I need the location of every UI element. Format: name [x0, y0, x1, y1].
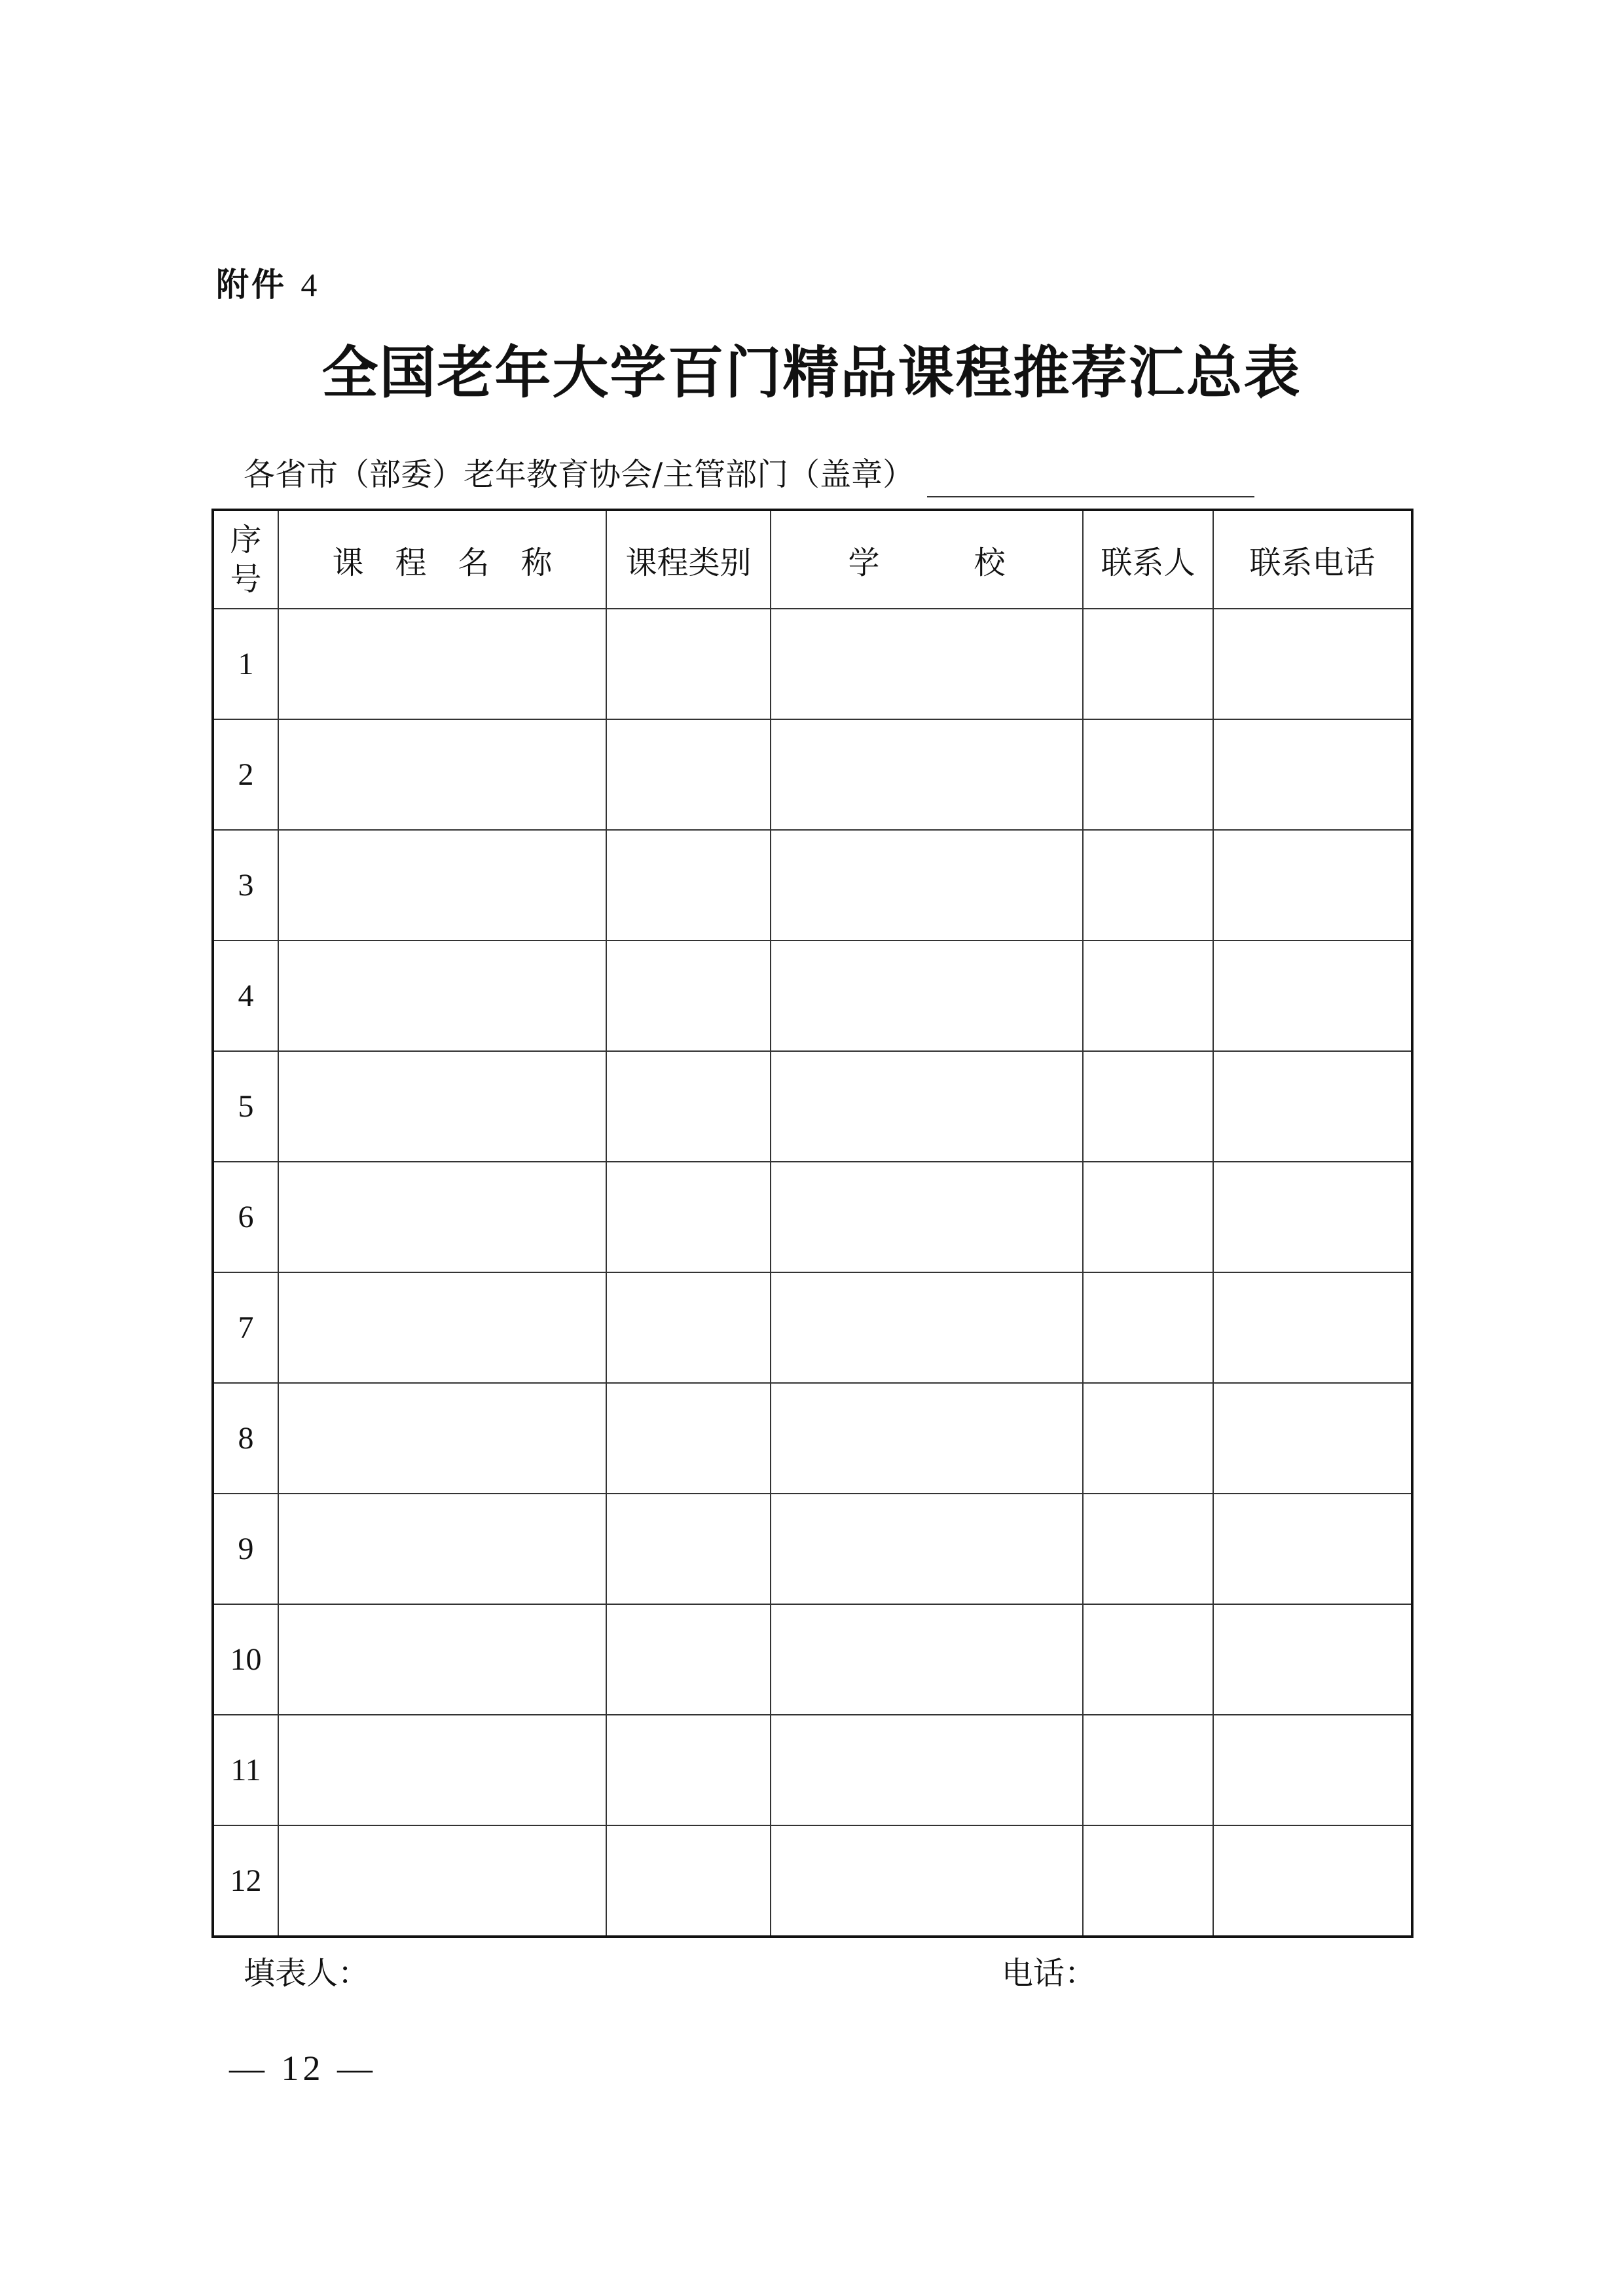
course-category-cell[interactable]: [606, 1272, 771, 1383]
course-category-cell[interactable]: [606, 1494, 771, 1604]
school-cell[interactable]: [771, 1604, 1083, 1715]
table-header-row: [213, 510, 1412, 609]
contact-person-cell[interactable]: [1083, 1383, 1213, 1494]
course-name-cell[interactable]: [278, 1494, 606, 1604]
course-name-cell[interactable]: [278, 1383, 606, 1494]
course-category-cell[interactable]: [606, 1715, 771, 1825]
row-number: 7: [213, 1272, 278, 1383]
contact-phone-cell[interactable]: [1213, 1825, 1412, 1937]
contact-phone-cell[interactable]: [1213, 1604, 1412, 1715]
school-cell[interactable]: [771, 1272, 1083, 1383]
attachment-number: 4: [301, 266, 320, 303]
seal-blank-line[interactable]: [927, 463, 1254, 497]
contact-phone-cell[interactable]: [1213, 609, 1412, 719]
table-row: [213, 1604, 1412, 1715]
course-category-cell[interactable]: [606, 1825, 771, 1937]
contact-phone-cell[interactable]: [1213, 1715, 1412, 1825]
header-seq: [213, 510, 278, 609]
course-category-cell[interactable]: [606, 1051, 771, 1162]
table-row: [213, 609, 1412, 719]
course-category-cell[interactable]: [606, 609, 771, 719]
attachment-word: 附件: [216, 266, 287, 304]
submitter-line: [244, 452, 1254, 497]
course-name-cell[interactable]: [278, 830, 606, 941]
phone-label: 电话：: [1002, 1955, 1097, 1992]
contact-phone-cell[interactable]: [1213, 1162, 1412, 1272]
table-body: [213, 609, 1412, 1937]
table-row: [213, 830, 1412, 941]
header-course-category: 课程类别: [606, 510, 771, 609]
header-seq-line1: 序: [230, 522, 262, 558]
filler-label: 填表人：: [244, 1955, 370, 1992]
course-name-cell[interactable]: [278, 1604, 606, 1715]
school-cell[interactable]: [771, 719, 1083, 830]
recommendation-table: [211, 509, 1413, 1938]
course-category-cell[interactable]: [606, 1383, 771, 1494]
row-number: 12: [213, 1825, 278, 1937]
contact-phone-cell[interactable]: [1213, 1051, 1412, 1162]
school-cell[interactable]: [771, 1051, 1083, 1162]
contact-person-cell[interactable]: [1083, 830, 1213, 941]
school-cell[interactable]: [771, 1715, 1083, 1825]
contact-person-cell[interactable]: [1083, 609, 1213, 719]
row-number: 11: [213, 1715, 278, 1825]
header-school: 学 校: [771, 510, 1083, 609]
row-number: 10: [213, 1604, 278, 1715]
contact-phone-cell[interactable]: [1213, 1272, 1412, 1383]
header-contact-phone: 联系电话: [1213, 510, 1412, 609]
contact-person-cell[interactable]: [1083, 1051, 1213, 1162]
course-name-cell[interactable]: [278, 1272, 606, 1383]
row-number: 8: [213, 1383, 278, 1494]
contact-person-cell[interactable]: [1083, 1494, 1213, 1604]
contact-person-cell[interactable]: [1083, 1604, 1213, 1715]
contact-phone-cell[interactable]: [1213, 1383, 1412, 1494]
row-number: 5: [213, 1051, 278, 1162]
contact-phone-cell[interactable]: [1213, 830, 1412, 941]
contact-person-cell[interactable]: [1083, 941, 1213, 1051]
header-course-name: 课 程 名 称: [278, 510, 606, 609]
row-number: 3: [213, 830, 278, 941]
attachment-label: [216, 262, 319, 308]
contact-phone-cell[interactable]: [1213, 719, 1412, 830]
submitter-label: 各省市（部委）老年教育协会/主管部门（盖章）: [244, 456, 915, 493]
course-category-cell[interactable]: [606, 830, 771, 941]
header-seq-line2: 号: [230, 561, 262, 598]
contact-person-cell[interactable]: [1083, 1715, 1213, 1825]
header-contact-person: 联系人: [1083, 510, 1213, 609]
school-cell[interactable]: [771, 609, 1083, 719]
contact-person-cell[interactable]: [1083, 1162, 1213, 1272]
school-cell[interactable]: [771, 1162, 1083, 1272]
table-row: [213, 1272, 1412, 1383]
row-number: 2: [213, 719, 278, 830]
course-category-cell[interactable]: [606, 1162, 771, 1272]
row-number: 1: [213, 609, 278, 719]
row-number: 6: [213, 1162, 278, 1272]
document-title: 全国老年大学百门精品课程推荐汇总表: [321, 340, 1302, 406]
table-row: [213, 719, 1412, 830]
contact-person-cell[interactable]: [1083, 719, 1213, 830]
course-category-cell[interactable]: [606, 1604, 771, 1715]
course-name-cell[interactable]: [278, 1162, 606, 1272]
school-cell[interactable]: [771, 1825, 1083, 1937]
contact-person-cell[interactable]: [1083, 1272, 1213, 1383]
course-name-cell[interactable]: [278, 1825, 606, 1937]
table-row: [213, 941, 1412, 1051]
table-row: [213, 1825, 1412, 1937]
course-category-cell[interactable]: [606, 941, 771, 1051]
contact-phone-cell[interactable]: [1213, 1494, 1412, 1604]
row-number: 9: [213, 1494, 278, 1604]
table-row: [213, 1715, 1412, 1825]
school-cell[interactable]: [771, 941, 1083, 1051]
contact-person-cell[interactable]: [1083, 1825, 1213, 1937]
page-number: — 12 —: [229, 2049, 376, 2088]
table-row: [213, 1494, 1412, 1604]
course-name-cell[interactable]: [278, 609, 606, 719]
table-row: [213, 1051, 1412, 1162]
school-cell[interactable]: [771, 830, 1083, 941]
table-row: [213, 1162, 1412, 1272]
course-name-cell[interactable]: [278, 1715, 606, 1825]
course-name-cell[interactable]: [278, 1051, 606, 1162]
row-number: 4: [213, 941, 278, 1051]
course-name-cell[interactable]: [278, 941, 606, 1051]
contact-phone-cell[interactable]: [1213, 941, 1412, 1051]
table-row: [213, 1383, 1412, 1494]
school-cell[interactable]: [771, 1383, 1083, 1494]
course-category-cell[interactable]: [606, 719, 771, 830]
school-cell[interactable]: [771, 1494, 1083, 1604]
course-name-cell[interactable]: [278, 719, 606, 830]
